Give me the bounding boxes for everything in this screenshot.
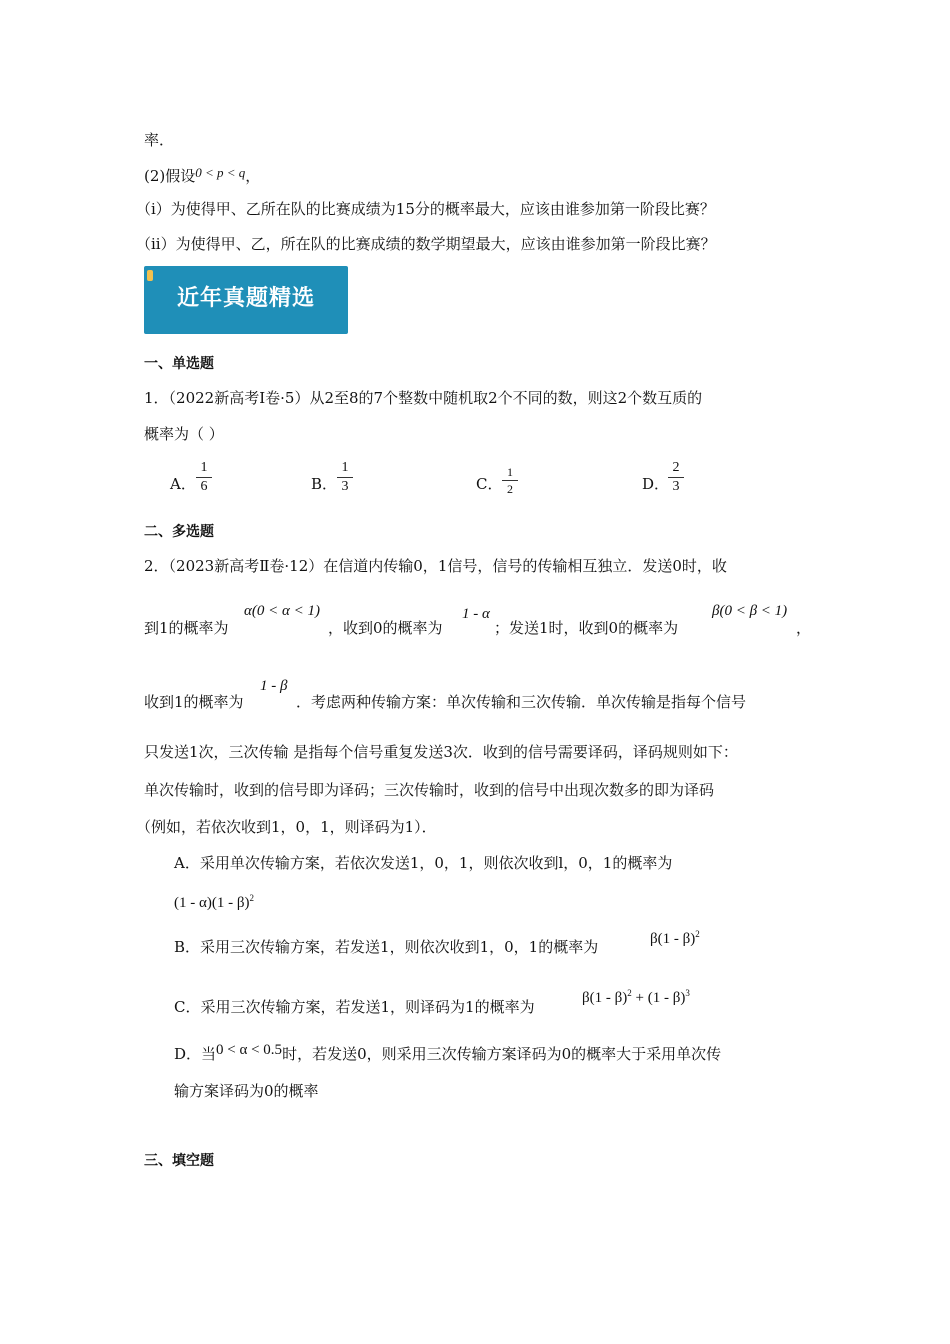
text-span: ；发送1时，收到0的概率为 <box>494 619 679 637</box>
section-heading-single-choice: 一、单选题 <box>144 356 214 372</box>
text-span: 时，若发送0，则采用三次传输方案译码为0的概率大于采用单次传 <box>282 1045 722 1063</box>
fraction-numerator: 2 <box>668 460 684 478</box>
question-2-line-5: 单次传输时，收到的信号即为译码；三次传输时，收到的信号中出现次数多的即为译码 <box>144 781 715 799</box>
question-part-ii: （ii）为使得甲、乙，所在队的比赛成绩的数学期望最大，应该由谁参加第一阶段比赛？ <box>136 235 716 253</box>
option-c-label: C． <box>476 475 503 493</box>
math-expression: β(1 - β) <box>650 931 696 947</box>
section-heading-multiple-choice: 二、多选题 <box>144 524 214 540</box>
option-c-text: C．采用三次传输方案，若发送1，则译码为1的概率为 <box>174 998 535 1016</box>
math-exponent: 3 <box>685 988 690 998</box>
option-c-fraction <box>502 465 518 496</box>
question-1-line-1: 1．（2022新高考Ⅰ卷·5）从2至8的7个整数中随机取2个不同的数，则这2个数互质的 <box>144 389 703 407</box>
text-span: ．考虑两种传输方案：单次传输和三次传输．单次传输是指每个信号 <box>296 693 747 711</box>
option-b-text: B．采用三次传输方案，若发送1，则依次收到1，0，1的概率为 <box>174 938 599 956</box>
section-heading-fill-in: 三、填空题 <box>144 1153 214 1169</box>
question-2-line-6: （例如，若依次收到1，0，1，则译码为1）． <box>136 818 437 836</box>
math-exponent: 2 <box>695 929 700 939</box>
text-line: 率． <box>144 131 175 149</box>
banner-tab-decoration <box>147 270 153 281</box>
question-part-i: （i）为使得甲、乙所在队的比赛成绩为15分的概率最大，应该由谁参加第一阶段比赛？ <box>136 200 715 218</box>
fraction-denominator: 6 <box>200 479 208 494</box>
option-d-text <box>174 1044 721 1065</box>
question-2-line-4: 只发送1次，三次传输 是指每个信号重复发送3次．收到的信号需要译码，译码规则如下： <box>144 743 738 761</box>
math-expression: + (1 - β) <box>631 990 686 1006</box>
option-d-text-line-2: 输方案译码为0的概率 <box>174 1082 319 1100</box>
text-span: ，收到0的概率为 <box>328 619 443 637</box>
text-span: 到1的概率为 <box>144 619 229 637</box>
math-inequality: 0 < α < 0.5 <box>216 1042 283 1058</box>
fraction-numerator: 1 <box>502 465 518 481</box>
math-exponent: 2 <box>249 893 254 903</box>
math-expression: (1 - α)(1 - β) <box>174 895 250 911</box>
math-inequality: 0 < p < q <box>195 165 246 180</box>
fraction-denominator: 2 <box>507 482 513 496</box>
text-span: 收到1的概率为 <box>144 693 244 711</box>
option-b-fraction <box>337 460 353 495</box>
math-alpha-range: α(0 < α < 1) <box>244 603 320 619</box>
option-a-label: A． <box>170 475 196 493</box>
section-banner <box>144 266 348 334</box>
text-span: ， <box>796 619 812 637</box>
text-line <box>144 163 260 186</box>
option-d-label: D． <box>642 475 670 493</box>
option-b-math <box>650 924 700 949</box>
option-d-fraction <box>668 460 684 495</box>
option-a-math <box>174 888 254 913</box>
text-span: ， <box>245 167 261 185</box>
math-one-minus-alpha: 1 - α <box>462 606 490 622</box>
option-a-fraction <box>196 460 212 495</box>
option-a-text: A．采用单次传输方案，若依次发送1，0，1，则依次收到l，0，1的概率为 <box>174 854 673 872</box>
question-1-line-2: 概率为（ ） <box>144 425 224 443</box>
option-b-label: B． <box>311 475 338 493</box>
text-span: (2)假设 <box>144 167 196 185</box>
text-span: D．当 <box>174 1045 217 1063</box>
fraction-denominator: 3 <box>341 479 349 494</box>
math-exponent: 2 <box>627 988 632 998</box>
fraction-numerator: 1 <box>337 460 353 478</box>
option-c-math <box>582 983 690 1008</box>
math-one-minus-beta: 1 - β <box>260 678 288 694</box>
banner-title: 近年真题精选 <box>176 286 315 311</box>
fraction-denominator: 3 <box>672 479 680 494</box>
fraction-numerator: 1 <box>196 460 212 478</box>
question-2-line-1: 2．（2023新高考Ⅱ卷·12）在信道内传输0，1信号，信号的传输相互独立．发送0时，收 <box>144 557 727 575</box>
math-beta-range: β(0 < β < 1) <box>712 603 788 619</box>
math-expression: β(1 - β) <box>582 990 628 1006</box>
